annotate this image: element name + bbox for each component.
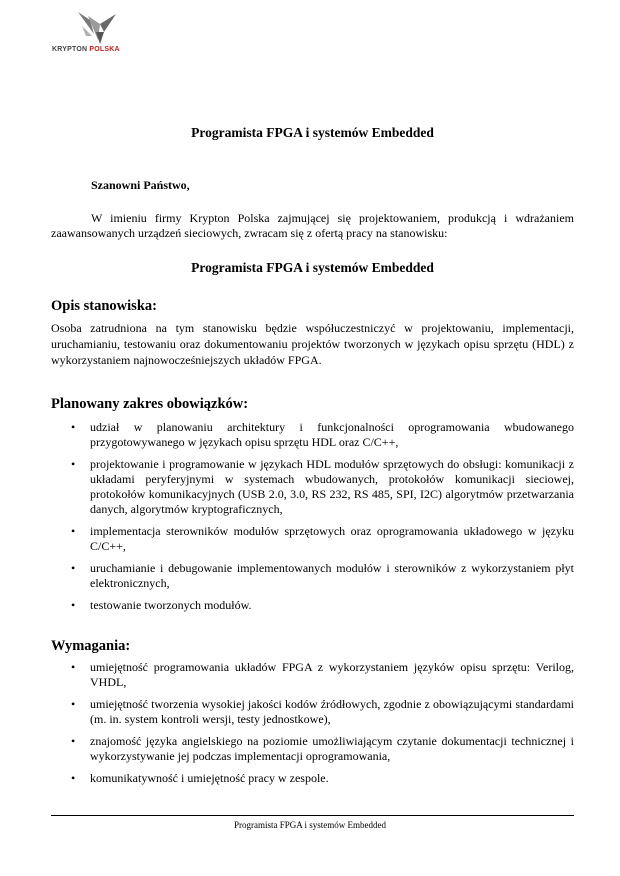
list-item: • testowanie tworzonych modułów.	[71, 598, 252, 612]
bullet-icon: •	[71, 598, 76, 612]
duties-list	[51, 420, 574, 620]
requirements-list	[51, 660, 574, 793]
intro-text: W imieniu firmy Krypton Polska zajmującej się projektowaniem, produkcją i wdrażaniem zaawansowanych urządzeń sieciowych, zwracam się z ofertą pracy na stanowisku:	[51, 211, 574, 240]
bullet-icon: •	[71, 697, 76, 711]
bullet-icon: •	[71, 561, 76, 575]
bullet-icon: •	[71, 457, 76, 471]
document-title: Programista FPGA i systemów Embedded	[191, 125, 434, 140]
list-item: • uruchamianie i debugowanie implementowanych modułów i sterowników z wykorzystaniem płyt elektronicznych,	[71, 561, 574, 590]
list-item: • umiejętność tworzenia wysokiej jakości kodów źródłowych, zgodnie z obowiązującymi standardami (m. in. system kontroli wersji, testy jednostkowe),	[71, 697, 574, 726]
company-logo	[50, 10, 140, 53]
bullet-icon: •	[71, 734, 76, 748]
position-title: Programista FPGA i systemów Embedded	[191, 260, 434, 275]
section-heading-duties: Planowany zakres obowiązków:	[51, 396, 249, 412]
logo-brand-accent: POLSKA	[89, 46, 120, 53]
list-item: • implementacja sterowników modułów sprzętowych oraz oprogramowania układowego w języku C/C++,	[71, 524, 574, 553]
bullet-icon: •	[71, 524, 76, 538]
greeting: Szanowni Państwo,	[91, 178, 190, 192]
page-footer: Programista FPGA i systemów Embedded	[234, 820, 386, 830]
krypton-bird-icon	[74, 10, 118, 46]
list-item: • umiejętność programowania układów FPGA z wykorzystaniem języków opisu sprzętu: Verilog, VHDL,	[71, 660, 574, 689]
bullet-icon: •	[71, 420, 76, 434]
description-text: Osoba zatrudniona na tym stanowisku będzie współuczestniczyć w projektowaniu, implementacji, uruchamianiu, testowaniu oraz dokumentowaniu projektów tworzonych w językach opisu sprzętu (HDL) z wykorzystaniem najnowocześniejszych układów FPGA.	[51, 321, 574, 367]
footer-divider	[51, 815, 574, 816]
logo-brand: KRYPTON	[52, 46, 88, 53]
logo-wordmark	[52, 46, 120, 53]
section-heading-description: Opis stanowiska:	[51, 298, 157, 314]
list-item: • projektowanie i programowanie w językach HDL modułów sprzętowych do obsługi: komunikacji z układami peryferyjnymi w systemach wbudowanych, protokołów komunikacji sieciowej, protokołów komunikacyjnych (USB 2.0, 3.0, RS 232, RS 485, SPI, I2C) algorytmów przetwarzania danych, algorytmów kryptograficznych,	[71, 457, 574, 516]
list-item: • znajomość języka angielskiego na poziomie umożliwiającym czytanie dokumentacji technicznej i wykorzystywanie jej podczas implementacji oprogramowania,	[71, 734, 574, 763]
intro-paragraph	[51, 211, 574, 241]
list-item: • komunikatywność i umiejętność pracy w zespole.	[71, 771, 329, 785]
bullet-icon: •	[71, 771, 76, 785]
list-item: • udział w planowaniu architektury i funkcjonalności oprogramowania wbudowanego przygotowywanego w językach opisu sprzętu HDL oraz C/C++,	[71, 420, 574, 449]
bullet-icon: •	[71, 660, 76, 674]
section-heading-requirements: Wymagania:	[51, 638, 131, 654]
